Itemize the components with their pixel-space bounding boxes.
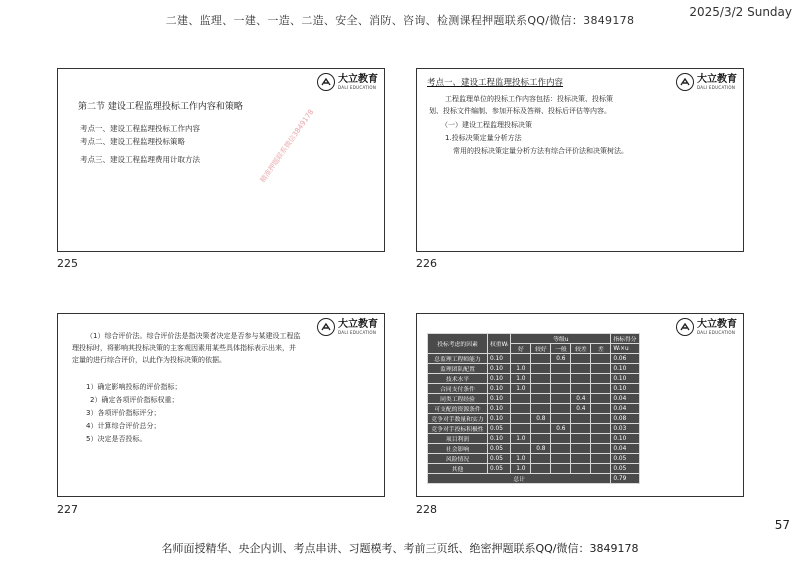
- grade-cell: [591, 374, 611, 384]
- grade-cell: 1.0: [511, 454, 531, 464]
- grade-cell: [571, 414, 591, 424]
- grade-cell: [571, 434, 591, 444]
- header-score-formula: Wᵢ×u: [611, 344, 639, 354]
- grade-cell: [591, 394, 611, 404]
- grade-cell: 1.0: [511, 464, 531, 474]
- score-cell: 0.04: [611, 444, 639, 454]
- grade-cell: [511, 424, 531, 434]
- step-item: 5）决定是否投标。: [86, 435, 147, 443]
- total-value: 0.79: [611, 474, 639, 484]
- grade-cell: [531, 404, 551, 414]
- grade-cell: [571, 354, 591, 364]
- grade-cell: [551, 414, 571, 424]
- table-row: [428, 444, 640, 454]
- table-row: [428, 414, 640, 424]
- logo-subtext: DALI EDUCATION: [697, 329, 736, 335]
- weight-cell: 0.10: [488, 434, 511, 444]
- grade-cell: [551, 464, 571, 474]
- step-item: 2）确定各项评价指标权重；: [90, 396, 179, 404]
- factor-cell: 风险情况: [428, 454, 488, 464]
- weight-cell: 0.10: [488, 384, 511, 394]
- dali-logo-icon: [317, 73, 335, 91]
- weight-cell: 0.05: [488, 454, 511, 464]
- page-date: 2025/3/2 Sunday: [689, 5, 792, 19]
- score-cell: 0.05: [611, 454, 639, 464]
- grade-cell: [551, 444, 571, 454]
- paragraph-line: 工程监理单位的投标工作内容包括：投标决策、投标策: [445, 95, 613, 103]
- grade-cell: [591, 424, 611, 434]
- factor-cell: 可支配的资源条件: [428, 404, 488, 414]
- grade-cell: [591, 384, 611, 394]
- weight-cell: 0.10: [488, 394, 511, 404]
- logo-text: 大立教育: [338, 73, 378, 85]
- score-cell: 0.03: [611, 424, 639, 434]
- factor-cell: 其他: [428, 464, 488, 474]
- grade-cell: [531, 454, 551, 464]
- logo-subtext: DALI EDUCATION: [338, 329, 377, 335]
- watermark: 精准押题联系微信3849178: [258, 108, 316, 185]
- logo-subtext: DALI EDUCATION: [697, 84, 736, 90]
- weight-cell: 0.10: [488, 364, 511, 374]
- score-cell: 0.10: [611, 384, 639, 394]
- topic-item: 考点三、建设工程监理费用计取方法: [80, 155, 200, 164]
- logo-text: 大立教育: [338, 318, 378, 330]
- slide-number: 225: [57, 257, 78, 270]
- factor-cell: 竞争对手投标积极性: [428, 424, 488, 434]
- paragraph: （1）综合评价法。综合评价法是指决策者决定是否参与某建设工程监理投标时，将影响其投标决策的主客观因素用某些具体指标表示出来，并定量的进行综合评价，以此作为投标决策的依据。: [72, 332, 301, 364]
- grade-cell: [571, 424, 591, 434]
- slide-title: 考点一、建设工程监理投标工作内容: [427, 78, 564, 88]
- grade-cell: [591, 354, 611, 364]
- factor-cell: 同类工程经验: [428, 394, 488, 404]
- factor-cell: 合同支付条件: [428, 384, 488, 394]
- step-item: 3）各项评价指标评分；: [86, 409, 161, 417]
- score-cell: 0.08: [611, 414, 639, 424]
- factor-cell: 总监理工程师能力: [428, 354, 488, 364]
- page-header: 二建、监理、一建、一造、二造、安全、消防、咨询、检测课程押题联系QQ/微信：3849178: [165, 14, 635, 27]
- weight-cell: 0.10: [488, 414, 511, 424]
- weight-cell: 0.05: [488, 424, 511, 434]
- logo: [317, 318, 378, 336]
- header-score: 指标得分: [611, 334, 639, 344]
- grade-cell: [571, 444, 591, 454]
- score-cell: 0.10: [611, 434, 639, 444]
- header-grade: 等级u: [511, 334, 611, 344]
- grade-cell: [591, 404, 611, 414]
- grade-cell: [591, 454, 611, 464]
- logo-subtext: DALI EDUCATION: [338, 84, 377, 90]
- grade-label: 较好: [531, 344, 551, 354]
- table-row: [428, 394, 640, 404]
- grade-cell: [511, 394, 531, 404]
- grade-cell: [531, 374, 551, 384]
- grade-cell: [511, 414, 531, 424]
- grade-cell: [571, 364, 591, 374]
- page-number: 57: [774, 518, 790, 532]
- grade-cell: [551, 364, 571, 374]
- table-row: [428, 364, 640, 374]
- step-item: 4）计算综合评价总分；: [86, 422, 161, 430]
- subheading: （一）建设工程监理投标决策: [441, 121, 532, 129]
- header-weight: 权重Wᵢ: [488, 334, 511, 354]
- grade-cell: 1.0: [511, 374, 531, 384]
- grade-cell: [531, 384, 551, 394]
- grade-cell: [571, 384, 591, 394]
- step-item: 1）确定影响投标的评价指标；: [86, 383, 182, 391]
- section-title: 第二节 建设工程监理投标工作内容和策略: [78, 102, 243, 112]
- logo: [676, 73, 737, 91]
- grade-cell: [531, 424, 551, 434]
- grade-cell: [551, 384, 571, 394]
- grade-label: 一般: [551, 344, 571, 354]
- topic-item: 考点二、建设工程监理投标策略: [80, 137, 185, 146]
- grade-cell: [551, 394, 571, 404]
- table-row: [428, 434, 640, 444]
- table-row: [428, 464, 640, 474]
- grade-cell: [591, 414, 611, 424]
- grade-cell: [531, 434, 551, 444]
- factor-cell: 竞争对手数量和实力: [428, 414, 488, 424]
- slide-227: [57, 313, 385, 497]
- grade-cell: [591, 444, 611, 454]
- grade-cell: [511, 354, 531, 364]
- factor-cell: 项目利润: [428, 434, 488, 444]
- weight-cell: 0.05: [488, 464, 511, 474]
- factor-cell: 技术水平: [428, 374, 488, 384]
- page-footer: 名师面授精华、央企内训、考点串讲、习题模考、考前三页纸、绝密押题联系QQ/微信：3849178: [161, 542, 639, 555]
- paragraph-line: 常用的投标决策定量分析方法有综合评价法和决策树法。: [453, 147, 628, 155]
- score-cell: 0.04: [611, 404, 639, 414]
- table-row: [428, 374, 640, 384]
- grade-label: 较差: [571, 344, 591, 354]
- subheading: 1.投标决策定量分析方法: [445, 134, 522, 142]
- factor-cell: 社会影响: [428, 444, 488, 454]
- grade-cell: 1.0: [511, 364, 531, 374]
- grade-cell: [551, 434, 571, 444]
- paragraph-line: 划、投标文件编制、参加开标及答辩、投标后评估等内容。: [429, 107, 611, 115]
- grade-cell: [571, 374, 591, 384]
- grade-cell: [591, 464, 611, 474]
- logo: [317, 73, 378, 91]
- score-cell: 0.10: [611, 364, 639, 374]
- grade-cell: 1.0: [511, 384, 531, 394]
- total-label: 总计: [428, 474, 611, 484]
- grade-label: 差: [591, 344, 611, 354]
- weight-cell: 0.10: [488, 404, 511, 414]
- score-cell: 0.06: [611, 354, 639, 364]
- table-row: [428, 424, 640, 434]
- grade-cell: [551, 404, 571, 414]
- logo: [676, 318, 737, 336]
- weight-cell: 0.05: [488, 444, 511, 454]
- grade-cell: [531, 464, 551, 474]
- grade-cell: 0.4: [571, 404, 591, 414]
- score-cell: 0.05: [611, 464, 639, 474]
- slide-225: [57, 68, 385, 252]
- weight-cell: 0.10: [488, 374, 511, 384]
- evaluation-table: [427, 333, 640, 484]
- table-row: [428, 384, 640, 394]
- slide-226: [416, 68, 744, 252]
- grade-cell: [511, 404, 531, 414]
- grade-cell: [531, 364, 551, 374]
- slide-number: 226: [416, 257, 437, 270]
- logo-text: 大立教育: [697, 73, 737, 85]
- grade-label: 好: [511, 344, 531, 354]
- dali-logo-icon: [317, 318, 335, 336]
- grade-cell: 0.4: [571, 394, 591, 404]
- slide-number: 228: [416, 503, 437, 516]
- grade-cell: [531, 354, 551, 364]
- grade-cell: [511, 444, 531, 454]
- topic-item: 考点一、建设工程监理投标工作内容: [80, 124, 200, 133]
- grade-cell: [591, 434, 611, 444]
- header-factor: 投标考虑的因素: [428, 334, 488, 354]
- grade-cell: 0.8: [531, 414, 551, 424]
- logo-text: 大立教育: [697, 318, 737, 330]
- factor-cell: 监理团队配置: [428, 364, 488, 374]
- grade-cell: 1.0: [511, 434, 531, 444]
- slide-228: [416, 313, 744, 497]
- dali-logo-icon: [676, 73, 694, 91]
- grade-cell: [571, 454, 591, 464]
- score-cell: 0.04: [611, 394, 639, 404]
- table-row: [428, 404, 640, 414]
- grade-cell: [551, 454, 571, 464]
- grade-cell: [551, 374, 571, 384]
- dali-logo-icon: [676, 318, 694, 336]
- grade-cell: [531, 394, 551, 404]
- grade-cell: 0.6: [551, 354, 571, 364]
- grade-cell: 0.8: [531, 444, 551, 454]
- grade-cell: [571, 464, 591, 474]
- table-row: [428, 354, 640, 364]
- slide-number: 227: [57, 503, 78, 516]
- weight-cell: 0.10: [488, 354, 511, 364]
- grade-cell: [591, 364, 611, 374]
- score-cell: 0.10: [611, 374, 639, 384]
- grade-cell: 0.6: [551, 424, 571, 434]
- table-row: [428, 454, 640, 464]
